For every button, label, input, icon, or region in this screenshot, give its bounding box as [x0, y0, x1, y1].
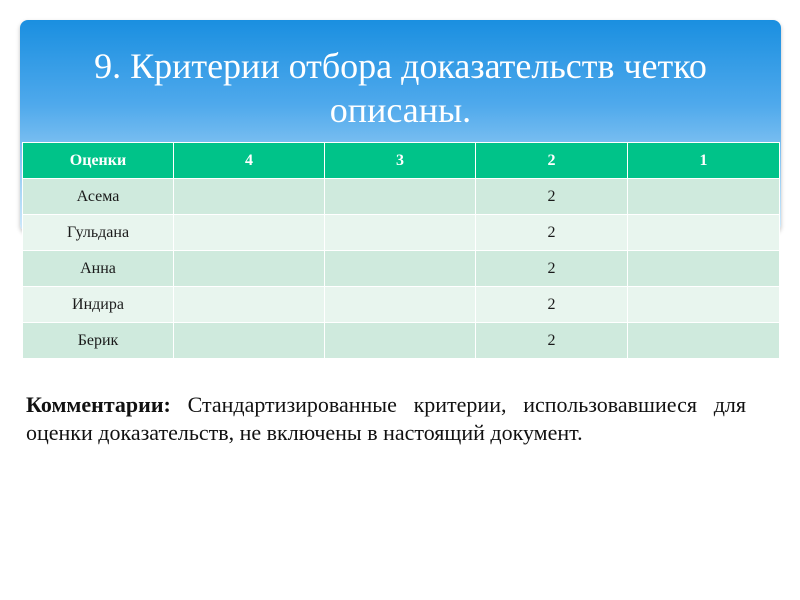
grade-cell-4 [174, 215, 325, 251]
grades-table [22, 142, 780, 359]
student-name: Берик [23, 323, 174, 359]
table-row [23, 287, 780, 323]
grade-cell-4 [174, 251, 325, 287]
grade-cell-1 [628, 323, 780, 359]
grade-cell-4 [174, 179, 325, 215]
grade-cell-3 [325, 215, 476, 251]
grade-cell-4 [174, 287, 325, 323]
grade-cell-2: 2 [476, 251, 628, 287]
grade-cell-3 [325, 323, 476, 359]
student-name: Индира [23, 287, 174, 323]
table-row [23, 251, 780, 287]
grade-cell-1 [628, 179, 780, 215]
grade-cell-3 [325, 287, 476, 323]
grade-cell-2: 2 [476, 323, 628, 359]
grade-cell-2: 2 [476, 179, 628, 215]
student-name: Анна [23, 251, 174, 287]
slide-title: 9. Критерии отбора доказательств четко описаны. [94, 46, 707, 130]
comment-label: Комментарии: [26, 392, 171, 417]
table-row [23, 323, 780, 359]
column-header-1: 1 [628, 143, 780, 179]
comment-text: Стандартизированные критерии, использовавшиеся для оценки доказательств, не включены в настоящий документ. [26, 392, 746, 445]
comment-paragraph [26, 391, 746, 447]
column-header-3: 3 [325, 143, 476, 179]
grade-cell-1 [628, 287, 780, 323]
grade-cell-1 [628, 215, 780, 251]
grade-cell-2: 2 [476, 287, 628, 323]
grade-cell-2: 2 [476, 215, 628, 251]
column-header-2: 2 [476, 143, 628, 179]
table-row [23, 179, 780, 215]
grade-cell-3 [325, 251, 476, 287]
grade-cell-1 [628, 251, 780, 287]
column-header-grades: Оценки [23, 143, 174, 179]
grade-cell-3 [325, 179, 476, 215]
column-header-4: 4 [174, 143, 325, 179]
table-header-row [23, 143, 780, 179]
student-name: Асема [23, 179, 174, 215]
table-row [23, 215, 780, 251]
student-name: Гульдана [23, 215, 174, 251]
grade-cell-4 [174, 323, 325, 359]
